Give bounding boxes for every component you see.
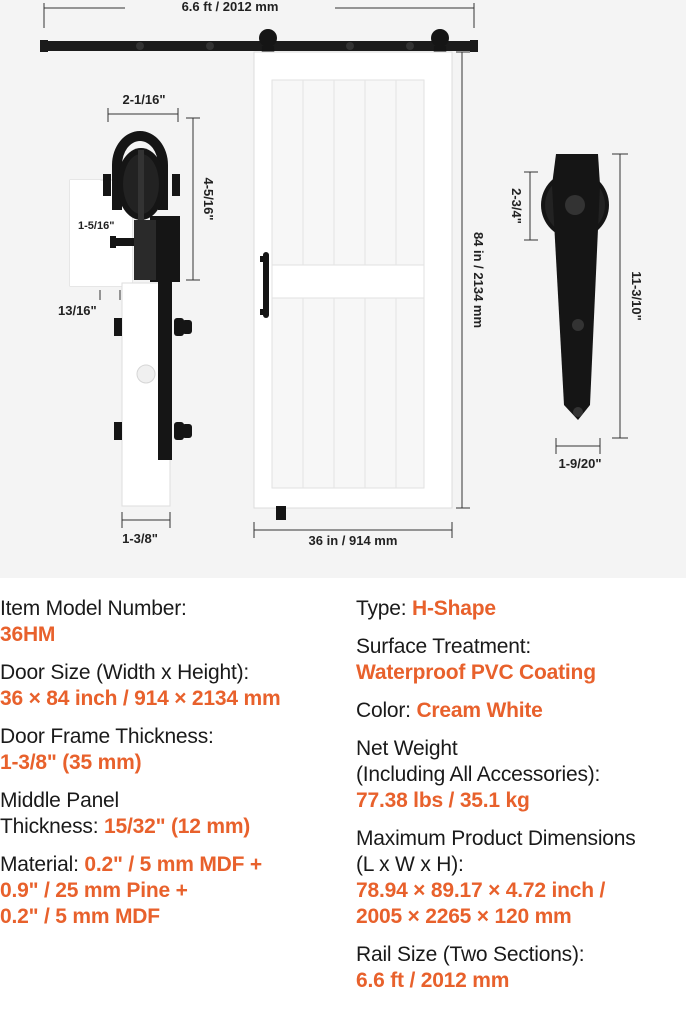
barn-door: [254, 52, 452, 508]
spec-frame-thickness: [0, 724, 340, 776]
standoff-label: 1-5/16": [78, 220, 115, 232]
spec-label: Net Weight: [356, 737, 458, 760]
gap-label: 13/16": [58, 303, 97, 318]
strap-height-label: 11-3/10": [629, 271, 644, 321]
spec-value: H-Shape: [412, 597, 496, 620]
specs-right-column: [356, 596, 686, 1006]
specs-left-column: [0, 596, 340, 942]
track-rail: [40, 40, 478, 52]
spec-label: Maximum Product Dimensions: [356, 827, 636, 850]
spec-value: 15/32" (12 mm): [104, 815, 251, 838]
spec-value: 0.2" / 5 mm MDF +: [84, 853, 262, 876]
spec-label: Door Size (Width x Height):: [0, 661, 250, 684]
spec-model-number: [0, 596, 340, 648]
spec-value: Waterproof PVC Coating: [356, 661, 596, 684]
spec-max-dimensions: [356, 826, 686, 930]
strap-width-label: 1-9/20": [558, 456, 602, 471]
spec-label-line2: (L x W x H):: [356, 853, 464, 876]
door-height-label: 84 in / 2134 mm: [471, 231, 486, 329]
hanger-width-label: 2-1/16": [122, 92, 166, 107]
wheel-diameter-label: 2-3/4": [509, 188, 524, 224]
spec-label-line2: (Including All Accessories):: [356, 763, 601, 786]
spec-surface-treatment: [356, 634, 686, 686]
spec-rail-size: [356, 942, 686, 994]
spec-value-line2: 2005 × 2265 × 120 mm: [356, 905, 572, 928]
spec-net-weight: [356, 736, 686, 814]
spec-label-line2: Thickness:: [0, 815, 99, 838]
spec-door-size: [0, 660, 340, 712]
spec-value-line2: 0.9" / 25 mm Pine +: [0, 879, 188, 902]
spec-type: [356, 596, 686, 622]
spec-value: 78.94 × 89.17 × 4.72 inch /: [356, 879, 606, 902]
spec-label: Rail Size (Two Sections):: [356, 943, 585, 966]
spec-value-line3: 0.2" / 5 mm MDF: [0, 905, 160, 928]
rail-length-label: 6.6 ft / 2012 mm: [181, 0, 279, 14]
spec-label: Item Model Number:: [0, 597, 187, 620]
spec-label: Middle Panel: [0, 789, 120, 812]
spec-label: Color:: [356, 699, 411, 722]
spec-material: [0, 852, 340, 930]
spec-value: 77.38 lbs / 35.1 kg: [356, 789, 530, 812]
spec-value: 36HM: [0, 623, 56, 646]
spec-color: [356, 698, 686, 724]
spec-value: Cream White: [416, 699, 543, 722]
hanger-height-label: 4-5/16": [201, 177, 216, 221]
spec-value: 6.6 ft / 2012 mm: [356, 969, 510, 992]
floor-guide: [276, 506, 286, 520]
door-thickness-label: 1-3/8": [122, 531, 158, 546]
spec-value: 36 × 84 inch / 914 × 2134 mm: [0, 687, 281, 710]
spec-value: 1-3/8" (35 mm): [0, 751, 142, 774]
spec-label: Door Frame Thickness:: [0, 725, 214, 748]
spec-label: Surface Treatment:: [356, 635, 531, 658]
spec-label: Type:: [356, 597, 407, 620]
spec-label: Material:: [0, 853, 79, 876]
spec-panel-thickness: [0, 788, 340, 840]
door-width-label: 36 in / 914 mm: [308, 533, 398, 548]
